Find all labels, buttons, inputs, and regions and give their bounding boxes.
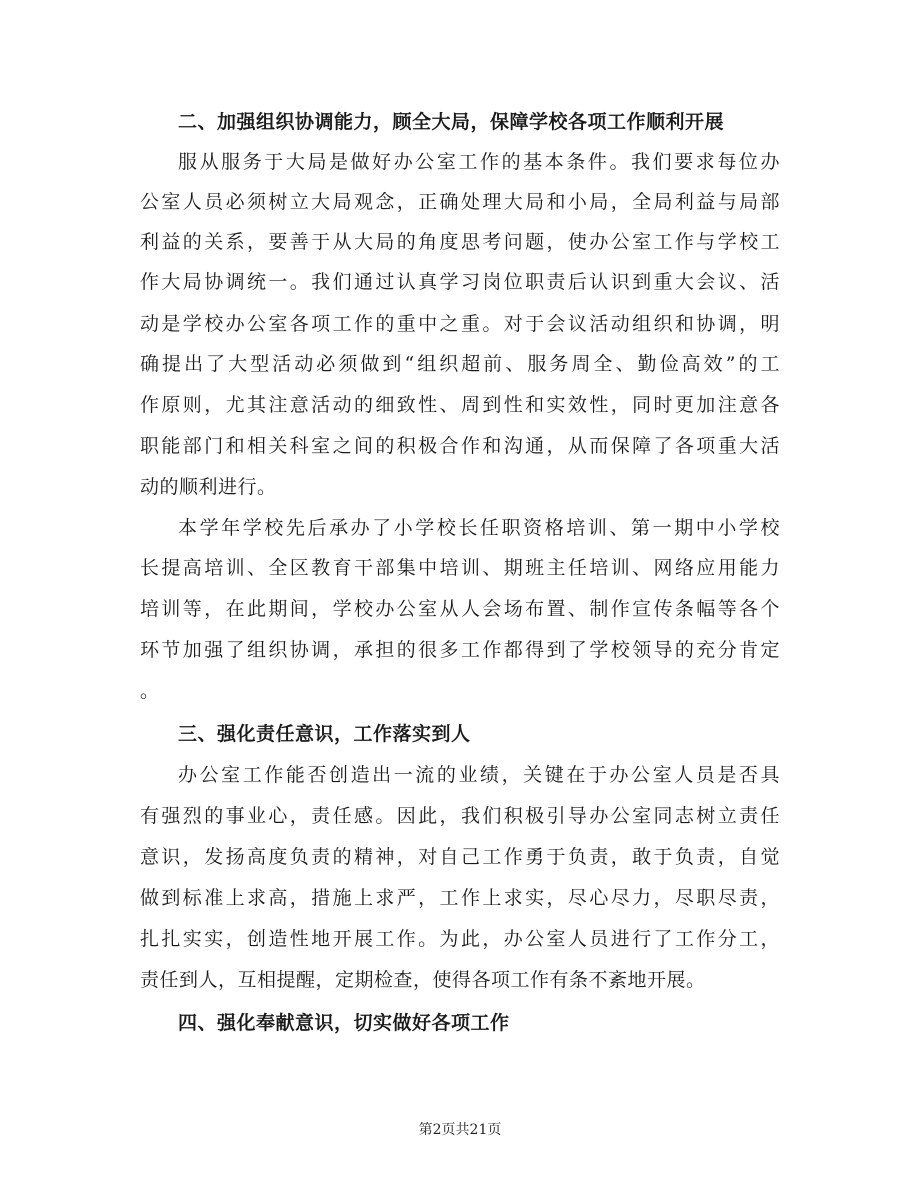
paragraph-line: 责任到人，互相提醒，定期检查，使得各项工作有条不紊地开展。 [140,969,706,991]
paragraph-line: 动的顺利进行。 [140,476,277,498]
paragraph-line: 培训等，在此期间，学校办公室从人会场布置、制作宣传条幅等各个 [140,598,780,620]
paragraph-line: 长提高培训、全区教育干部集中培训、期班主任培训、网络应用能力 [140,557,780,579]
paragraph-line: 本学年学校先后承办了小学校长任职资格培训、第一期中小学校 [178,517,780,539]
paragraph-line: 职能部门和相关科室之间的积极合作和沟通，从而保障了各项重大活 [140,435,780,457]
page-number-footer: 第2页共21页 [418,1122,502,1138]
paragraph-line: 作大局协调统一。我们通过认真学习岗位职责后认识到重大会议、活 [140,271,780,293]
paragraph-line: 公室人员必须树立大局观念，正确处理大局和小局，全局利益与局部 [140,191,780,213]
section-heading-4: 四、强化奉献意识，切实做好各项工作 [178,1012,510,1034]
paragraph-line: 意识，发扬高度负责的精神，对自己工作勇于负责，敢于负责，自觉 [140,846,780,868]
paragraph-line: 服从服务于大局是做好办公室工作的基本条件。我们要求每位办 [178,151,780,173]
section-heading-2: 二、加强组织协调能力，顾全大局，保障学校各项工作顺利开展 [178,111,725,133]
paragraph-line: 环节加强了组织协调，承担的很多工作都得到了学校领导的充分肯定 [140,639,780,661]
paragraph-line: 扎扎实实，创造性地开展工作。为此，办公室人员进行了工作分工， [140,928,780,950]
paragraph-line: 作原则，尤其注意活动的细致性、周到性和实效性，同时更加注意各 [140,394,780,416]
paragraph-line: 利益的关系，要善于从大局的角度思考问题，使办公室工作与学校工 [140,231,780,253]
paragraph-line: 确提出了大型活动必须做到“组织超前、服务周全、勤俭高效”的工 [140,353,780,375]
paragraph-line: 办公室工作能否创造出一流的业绩，关键在于办公室人员是否具 [178,764,780,786]
paragraph-line: 做到标准上求高，措施上求严，工作上求实，尽心尽力，尽职尽责， [140,887,780,909]
paragraph-line: 有强烈的事业心，责任感。因此，我们积极引导办公室同志树立责任 [140,805,780,827]
section-heading-3: 三、强化责任意识，工作落实到人 [178,723,471,745]
paragraph-line: 动是学校办公室各项工作的重中之重。对于会议活动组织和协调，明 [140,313,780,335]
paragraph-line: 。 [140,680,160,702]
